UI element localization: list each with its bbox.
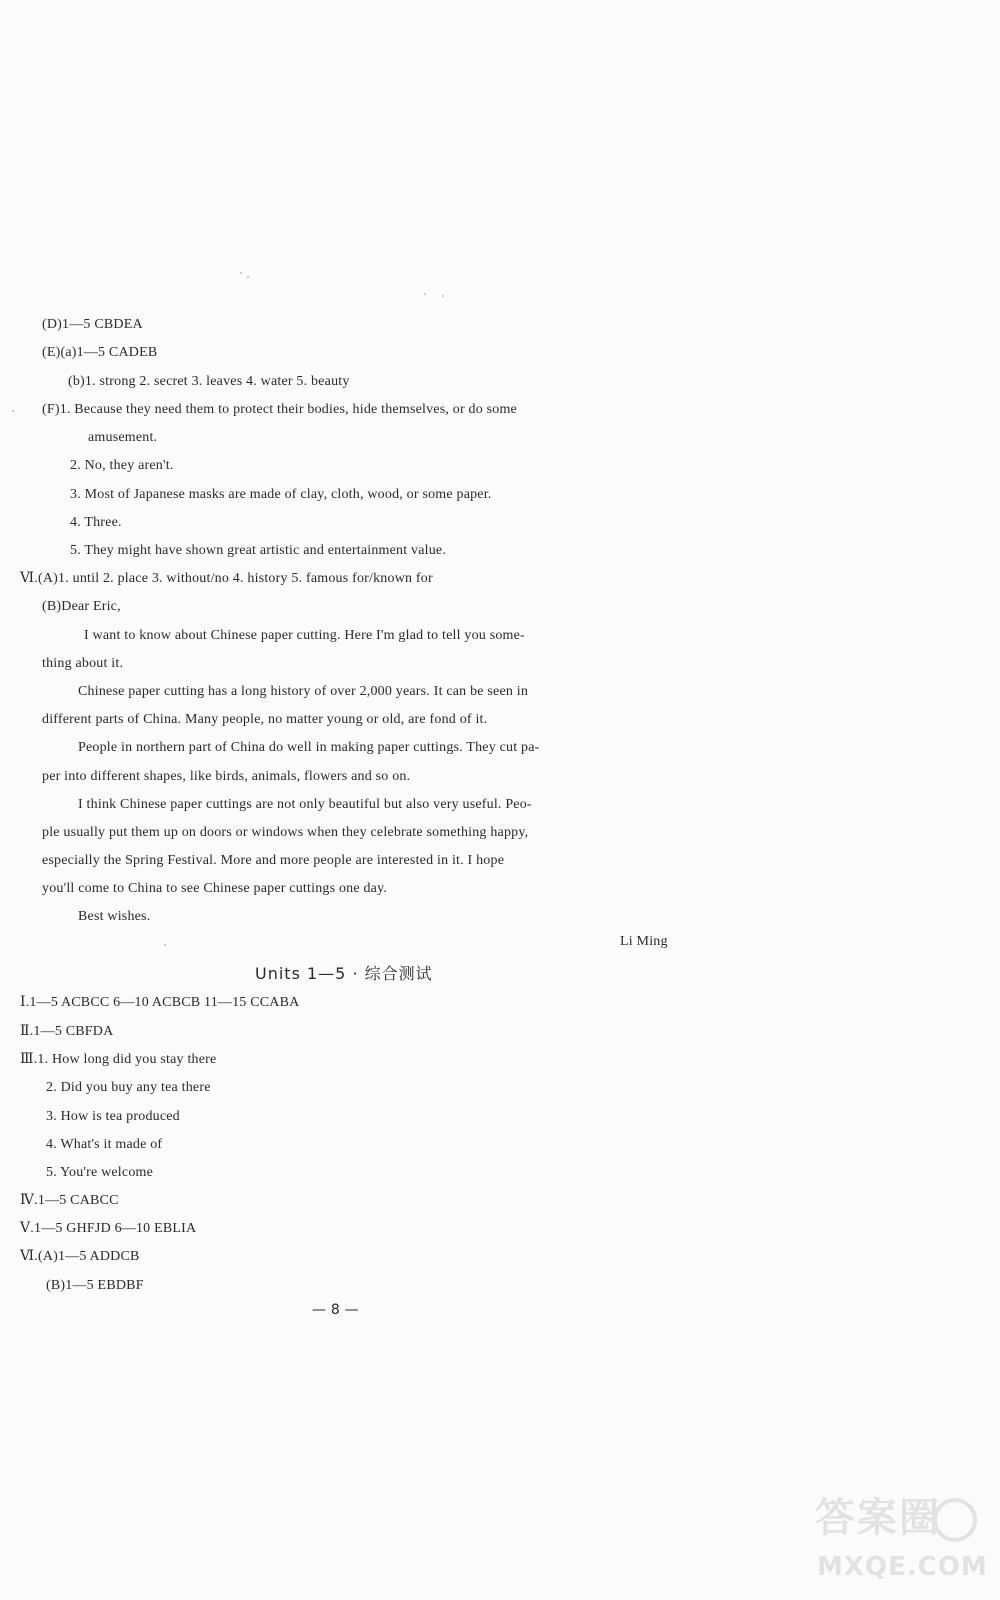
- letter-line: Chinese paper cutting has a long history of over 2,000 years. It can be seen in: [78, 684, 529, 699]
- answer-line-iv: Ⅳ.1—5 CABCC: [20, 1193, 119, 1208]
- scan-speck: [164, 944, 166, 946]
- page-number: — 8 —: [312, 1302, 359, 1318]
- letter-line: I think Chinese paper cuttings are not only beautiful but also very useful. Peo-: [78, 797, 532, 812]
- scan-speck: [247, 276, 249, 278]
- letter-closing: Best wishes.: [78, 909, 151, 924]
- letter-line: thing about it.: [42, 656, 124, 671]
- watermark-logo: [815, 1495, 988, 1594]
- answer-line-vi-a: Ⅵ.(A)1—5 ADDCB: [20, 1249, 140, 1264]
- letter-line: per into different shapes, like birds, animals, flowers and so on.: [42, 769, 411, 784]
- answer-line-e-b: (b)1. strong 2. secret 3. leaves 4. water 5. beauty: [68, 374, 350, 389]
- letter-greeting: (B)Dear Eric,: [42, 599, 121, 614]
- answer-line-i: Ⅰ.1—5 ACBCC 6—10 ACBCB 11—15 CCABA: [20, 995, 300, 1010]
- answer-line-f-1-cont: amusement.: [88, 430, 158, 445]
- answer-line-d: (D)1—5 CBDEA: [42, 317, 143, 332]
- scan-speck: [240, 272, 242, 274]
- letter-line: different parts of China. Many people, no matter young or old, are fond of it.: [42, 712, 488, 727]
- answer-line-e-a: (E)(a)1—5 CADEB: [42, 345, 158, 360]
- letter-line: especially the Spring Festival. More and more people are interested in it. I hope: [42, 853, 505, 868]
- answer-line-f-1: (F)1. Because they need them to protect their bodies, hide themselves, or do some: [42, 402, 517, 417]
- watermark-top-text: 答案圈: [815, 1495, 941, 1541]
- answer-line-f-2: 2. No, they aren't.: [70, 458, 174, 473]
- answer-line-iii-3: 3. How is tea produced: [46, 1109, 180, 1124]
- answer-line-f-5: 5. They might have shown great artistic and entertainment value.: [70, 543, 447, 558]
- section-title: Units 1—5 · 综合测试: [255, 964, 433, 983]
- letter-line: People in northern part of China do well in making paper cuttings. They cut pa-: [78, 740, 540, 755]
- answer-line-v: Ⅴ.1—5 GHFJD 6—10 EBLIA: [20, 1221, 197, 1236]
- answer-line-iii-5: 5. You're welcome: [46, 1165, 154, 1180]
- answer-line-f-4: 4. Three.: [70, 515, 122, 530]
- answer-line-vi-b: (B)1—5 EBDBF: [46, 1278, 144, 1293]
- answer-line-iii-1: Ⅲ.1. How long did you stay there: [20, 1052, 217, 1067]
- answer-line-f-3: 3. Most of Japanese masks are made of clay, cloth, wood, or some paper.: [70, 487, 492, 502]
- answer-line-iii-4: 4. What's it made of: [46, 1137, 163, 1152]
- watermark-circle-icon: [933, 1498, 977, 1542]
- letter-line: ple usually put them up on doors or windows when they celebrate something happy,: [42, 825, 529, 840]
- letter-line: I want to know about Chinese paper cutting. Here I'm glad to tell you some-: [84, 628, 525, 643]
- watermark-bottom-text: MXQE.COM: [817, 1552, 988, 1582]
- letter-line: you'll come to China to see Chinese paper cuttings one day.: [42, 881, 388, 896]
- letter-signature: Li Ming: [620, 934, 668, 949]
- answer-line-ii: Ⅱ.1—5 CBFDA: [20, 1024, 114, 1039]
- answer-line-vi-a: Ⅵ.(A)1. until 2. place 3. without/no 4. history 5. famous for/known for: [20, 571, 433, 586]
- answer-line-iii-2: 2. Did you buy any tea there: [46, 1080, 211, 1095]
- scan-speck: [424, 293, 426, 295]
- scan-speck: [442, 295, 444, 297]
- scan-speck: [12, 410, 14, 412]
